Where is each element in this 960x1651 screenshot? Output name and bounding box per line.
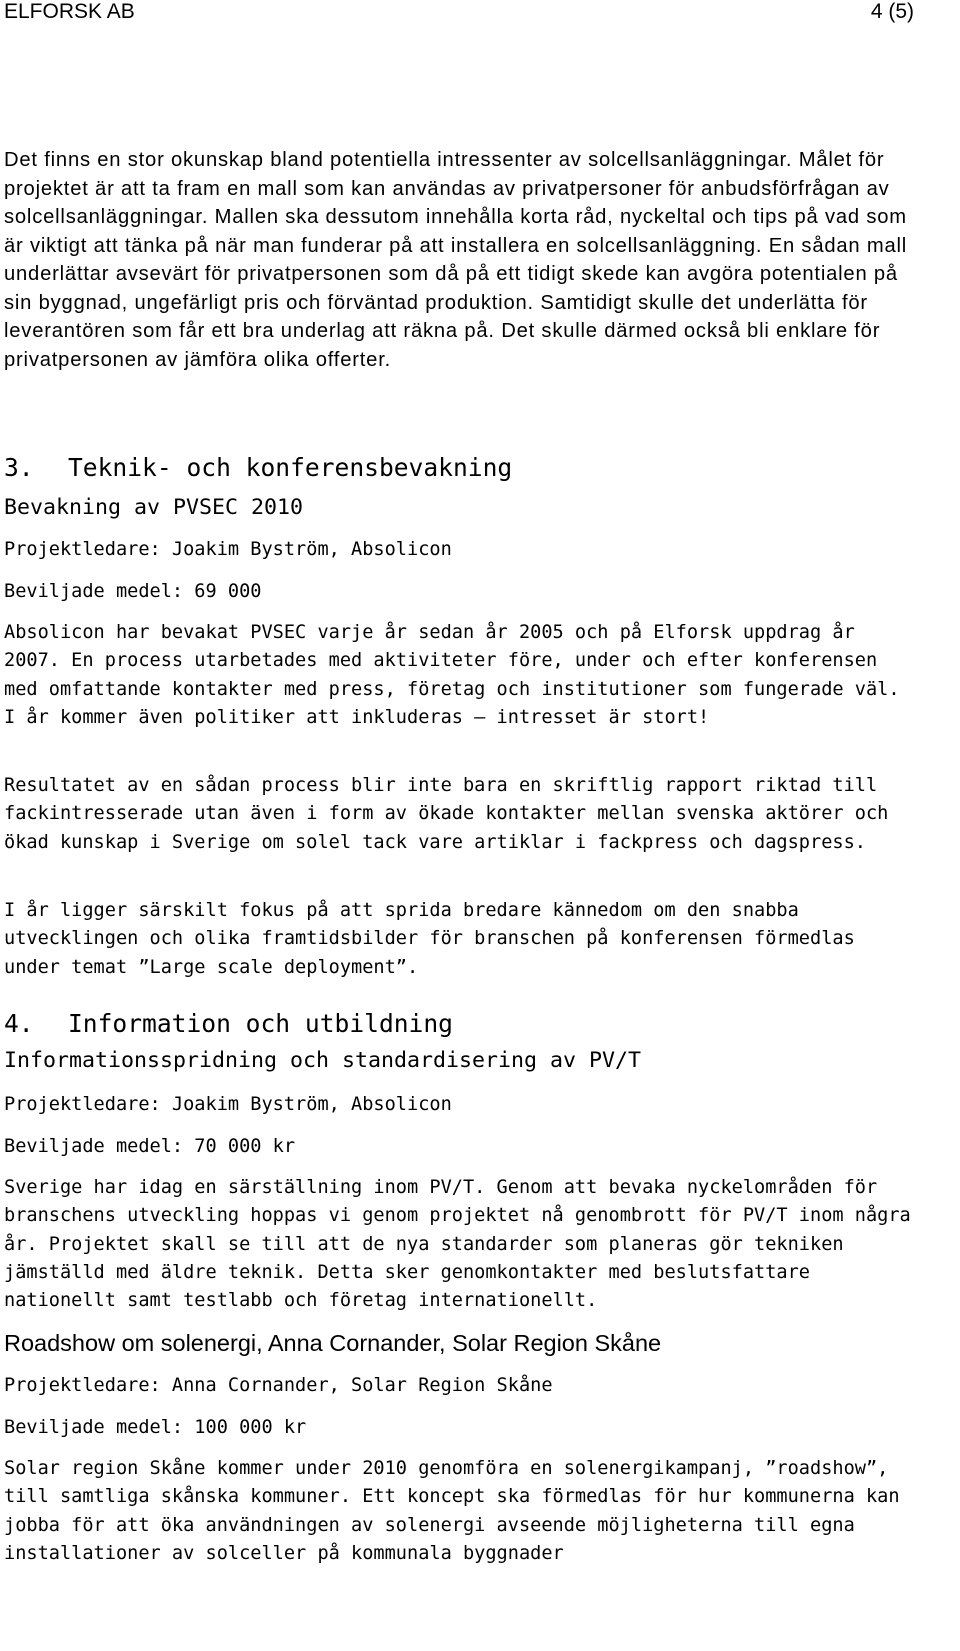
section-3-heading <box>4 453 914 483</box>
section-4-title: Information och utbildning <box>68 1009 453 1038</box>
intro-paragraph: Det finns en stor okunskap bland potentiella intressenter av solcellsanläggningar. Målet för projektet är att ta fram en mall som kan användas av privatpersoner för anbudsförfrågan av solcellsanläggningar. Mallen ska dessutom innehålla korta råd, nyckeltal och tips på vad som är viktigt att tänka på när man funderar på att installera en solcellsanläggning. En sådan mall underlättar avsevärt för privatpersonen som då på ett tidigt skede kan avgöra potentialen på sin byggnad, ungefärligt pris och förväntad produktion. Samtidigt skulle det underlätta för leverantören som får ett bra underlag att räkna på. Det skulle därmed också bli enklare för privatpersonen av jämföra olika offerter. <box>4 149 908 371</box>
roadshow-project-title: Roadshow om solenergi, Anna Cornander, Solar Region Skåne <box>4 1330 662 1356</box>
section-3-number: 3. <box>4 453 34 482</box>
roadshow-project-funding: Beviljade medel: 100 000 kr <box>4 1417 307 1438</box>
pvsec-project-funding: Beviljade medel: 69 000 <box>4 581 262 602</box>
header-org: ELFORSK AB <box>4 0 135 23</box>
pvsec-paragraph-1: Absolicon har bevakat PVSEC varje år sedan år 2005 och på Elforsk uppdrag år 2007. En process utarbetades med aktiviteter före, under och efter konferensen med omfattande kontakter med press, företag och institutioner som fungerade väl. I år kommer även politiker att inkluderas – intresset är stort! <box>4 622 900 728</box>
roadshow-project-leader: Projektledare: Anna Cornander, Solar Region Skåne <box>4 1375 553 1396</box>
pvt-paragraph: Sverige har idag en särställning inom PV/T. Genom att bevaka nyckelområden för branschens utveckling hoppas vi genom projektet nå genombrott för PV/T inom några år. Projektet skall se till att de nya standarder som planeras gör tekniken jämställd med äldre teknik. Detta sker genomkontakter med beslutsfattare nationellt samt testlabb och företag internationellt. <box>4 1177 911 1312</box>
section-4-number: 4. <box>4 1009 34 1038</box>
pvsec-paragraph-3: I år ligger särskilt fokus på att sprida bredare kännedom om den snabba utvecklingen och olika framtidsbilder för branschen på konferensen förmedlas under temat ”Large scale deployment”. <box>4 900 855 978</box>
header-page-number: 4 (5) <box>870 0 914 23</box>
pvsec-paragraph-2: Resultatet av en sådan process blir inte bara en skriftlig rapport riktad till fackintresserade utan även i form av ökade kontakter mellan svenska aktörer och ökad kunskap i Sverige om solel tack vare artiklar i fackpress och dagspress. <box>4 775 889 853</box>
pvsec-project-title: Bevakning av PVSEC 2010 <box>4 495 304 520</box>
pvt-project-funding: Beviljade medel: 70 000 kr <box>4 1136 296 1157</box>
section-3-title: Teknik- och konferensbevakning <box>68 453 513 482</box>
page-header <box>4 0 914 24</box>
pvt-project-title: Informationsspridning och standardisering av PV/T <box>4 1048 642 1073</box>
pvt-project-leader: Projektledare: Joakim Byström, Absolicon <box>4 1094 452 1115</box>
pvsec-project-leader: Projektledare: Joakim Byström, Absolicon <box>4 539 452 560</box>
roadshow-paragraph: Solar region Skåne kommer under 2010 genomföra en solenergikampanj, ”roadshow”, till samtliga skånska kommuner. Ett koncept ska förmedlas för hur kommunerna kan jobba för att öka användningen av solenergi avseende möjligheterna till egna installationer av solceller på kommunala byggnader <box>4 1458 900 1564</box>
section-4-heading <box>4 1009 914 1039</box>
